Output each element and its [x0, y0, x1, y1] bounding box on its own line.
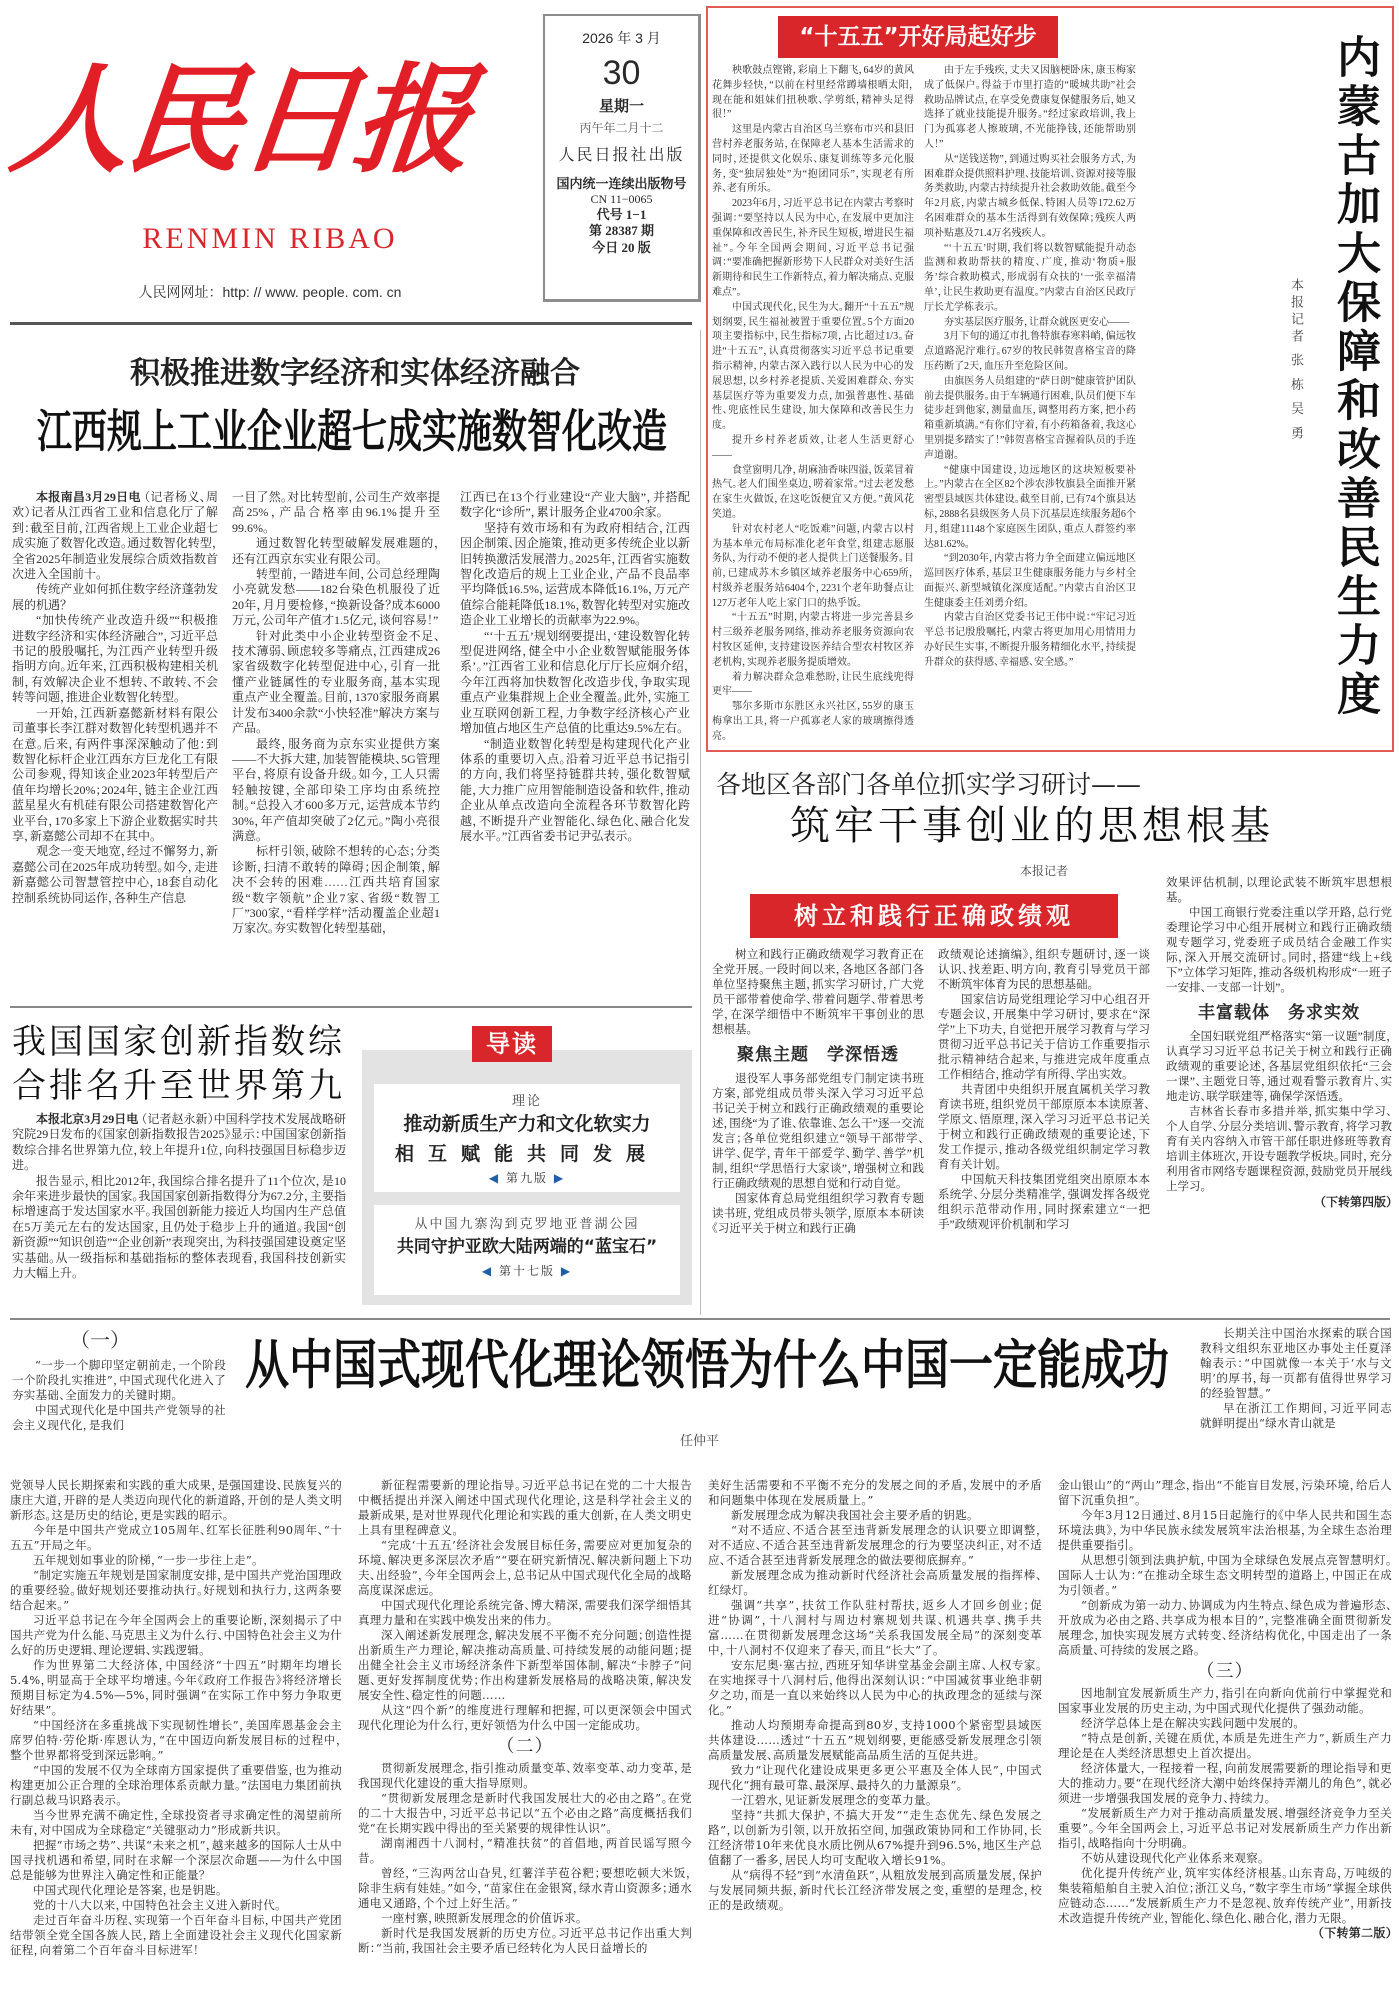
paragraph: “完成‘十五五’经济社会发展目标任务，需要应对更加复杂的环境、解决更多深层次矛盾”“要在研究新情况、解决新问题上下功夫、出经验”，今年全国两会上，总书记从中国式现代化全局的战略高度谋深虑远。	[358, 1538, 692, 1597]
paragraph: 党的十八大以来，中国特色社会主义进入新时代。	[33, 1898, 282, 1912]
subheading: （三）	[1205, 1661, 1245, 1682]
dateline-paragraph	[12, 490, 218, 582]
paragraph: 经济学总体上是在解决实践问题中发展的。	[1081, 1716, 1300, 1730]
guide-page: 第九版	[505, 1171, 548, 1185]
paragraph: 这里是内蒙古自治区乌兰察布市兴和县旧营村养老服务站，在保障老人基本生活需求的同时，还提供文化娱乐、康复训练等多元化服务，变“独居独处”为“抱团同乐”，实现老有所养、老有所乐。	[712, 124, 914, 195]
paragraph: 早在浙江工作期间，习近平同志就鲜明提出“绿水青山就是	[1200, 1401, 1392, 1430]
paragraph: 由旗医务人员组建的“萨日朗”健康管护团队前去提供服务。由于车辆通行困难，队员们便下车徒步赶到他家，测量血压，调整用药方案，把小药箱重新填满。“有你们守着，有小药箱备着，我这心里别提多踏实了！”韩贺喜格宝音握着队员的手连声道谢。	[924, 375, 1136, 461]
newspaper-logo-english: RENMIN RIBAO	[142, 222, 398, 255]
article-column	[1166, 876, 1392, 1210]
author: 任仲平	[680, 1433, 720, 1448]
reporter: （记者杨义、周欢）	[12, 490, 218, 520]
byline: 本报记者	[1020, 864, 1069, 878]
paragraph: 一目了然。对比转型前，公司生产效率提高25%，产品合格率由96.1%提升至99.6%。	[232, 490, 440, 535]
guide-title: 共同守护亚欧大陆两端的“蓝宝石”	[396, 1237, 658, 1257]
paragraph: 坚持“共抓大保护，不搞大开发”“走生态优先、绿色发展之路”，以创新为引领，以开放拓空间，加强政策协同和工作协同，长江经济带10年来优良水质比例从67%提升到96.5%，地区生产总值翻了一番多，居民人均可支配收入增长91%。	[708, 1808, 1042, 1867]
paragraph: 观念一变天地宽，经过不懈努力，新嘉懿公司在2025年成功转型。如今，走进新嘉懿公司智慧管控中心，18套自动化控制系统协同运作，各种生产信息	[12, 844, 218, 905]
paragraph: “加快传统产业改造升级”“积极推进数字经济和实体经济融合”，习近平总书记的殷殷嘱托，为江西产业转型升级指明方向。近年来，江西积极构建相关机制，有效解决企业不想转、不敢转、不会转等问题，推进企业数智化转型。	[12, 613, 218, 705]
cn-number: CN 11−0065	[590, 192, 653, 206]
paragraph: 致力“让现代化建设成果更多更公平惠及全体人民”，中国式现代化“拥有最可靠、最深厚、最持久的力量源泉”。	[708, 1763, 1042, 1792]
paragraph: 不妨从建设现代化产业体系来观察。	[1081, 1851, 1265, 1865]
article-headline[interactable]: 筑牢干事创业的思想根基	[790, 803, 1274, 849]
article-headline[interactable]: 从中国式现代化理论领悟为什么中国一定能成功	[245, 1334, 1169, 1396]
paragraph: “制定实施五年规划是国家制度安排，是中国共产党治国理政的重要经验。做好规划还要推动执行。好规划和执行力，这两条要结合起来。”	[10, 1568, 342, 1612]
guide-kicker: 理论	[511, 1094, 542, 1109]
article-column	[12, 1112, 346, 1281]
paragraph: “贯彻新发展理念是新时代我国发展壮大的必由之路”。在党的二十大报告中，习近平总书记以“五个必由之路”高度概括我们党“在长期实践中得出的至关紧要的规律性认识”。	[358, 1791, 692, 1835]
paragraph: 由于左手残疾，丈夫又因脑梗卧床，康玉梅家成了低保户。得益于市里打造的“暖城共助”社会救助品牌试点，在享受免费康复保健服务后，她又选择了就业技能提升服务。“经过家政培训，我上门为孤寡老人擦玻璃，不光能挣钱，还能帮助别人！”	[924, 65, 1136, 150]
section-banner: 树立和践行正确政绩观	[750, 894, 1118, 938]
article-headline[interactable]: 我国国家创新指数综合排名升至世界第九	[12, 1022, 342, 1106]
guide-item[interactable]	[374, 1205, 680, 1295]
paragraph: “‘十五五’时期，我们将以数智赋能提升动态监测和救助帮扶的精度、广度，推动‘物质+服务’综合救助模式，形成弱有众扶的‘一张幸福清单’，让民生救助更有温度。”内蒙古自治区民政厅厅长尤学栋表示。	[924, 242, 1136, 313]
triangle-left-icon: ◀	[481, 1264, 494, 1278]
paragraph: 政绩观论述摘编》，组织专题研讨，逐一谈认识、找差距、明方向，教育引导党员干部不断筑牢体育为民的思想基础。	[938, 949, 1150, 991]
paragraph: 五年规划如事业的阶梯，“一步一步往上走”。	[33, 1553, 259, 1567]
byline: 本报记者 张 栋 吴 勇	[1289, 278, 1304, 443]
paragraph-list	[12, 582, 218, 906]
article-column	[938, 948, 1150, 1233]
column-rule	[700, 330, 701, 1315]
paragraph: 中国式现代化，民生为大。翻开“十五五”规划纲要，民生福祉被置于重要位置。5个方面20项主要指标中，民生指标7项，占比超过1/3。奋进“十五五”，认真贯彻落实习近平总书记重要指示精神，内蒙古深入践行以人民为中心的发展思想，以乡村养老提质、关爱困难群众、夯实基层医疗等为重要发力点，加强普惠性、基础性、兜底性民生建设，加大保障和改善民生力度。	[712, 301, 914, 432]
paragraph: 走过百年奋斗历程、实现第一个百年奋斗目标，中国共产党团结带领全党全国各族人民，踏上全面建设社会主义现代化国家新征程，向着第二个百年奋斗目标进军！	[10, 1913, 342, 1957]
paragraph: 湖南湘西十八洞村，“精准扶贫”的首倡地，两首民谣写照今昔。	[358, 1836, 692, 1865]
issue-number: 第 28387 期	[588, 223, 654, 239]
article-column	[712, 948, 924, 1237]
paragraph: “特点是创新，关键在质优，本质是先进生产力”，新质生产力理论是在人类经济思想史上首次提出。	[1058, 1731, 1392, 1760]
paragraph: 中国科学技术发展战略研究院29日发布的《国家创新指数报告2025》显示：中国国家创新指数综合排名世界第九位，较上年提升1位，向科技强国目标稳步迈进。	[12, 1112, 346, 1173]
paragraph: 今年是中国共产党成立105周年、红军长征胜利90周年、“十五五”开局之年。	[10, 1523, 342, 1552]
paragraph: 树立和践行正确政绩观学习教育正在全党开展。一段时间以来，各地区各部门各单位坚持聚焦主题，抓实学习研讨，广大党员干部带着使命学、带着问题学、带着思考学，在深学细悟中不断筑牢干事创业的思想根基。	[712, 949, 924, 1036]
newspaper-logo: 人民日报	[4, 50, 476, 189]
paragraph: 国家体育总局党组组织学习教育专题读书班，党组成员带头领学，原原本本研读《习近平关于树立和践行正确	[712, 1193, 924, 1235]
paragraph: 长期关注中国治水探索的联合国教科文组织东亚地区办事处主任夏泽翰表示：“中国就像一本关于‘水与文明’的厚书，每一页都有值得世界学习的经验智慧。”	[1200, 1326, 1392, 1400]
paragraph: 最终，服务商为京东实业提供方案——不大拆大建，加装智能模块、5G管理平台，将原有设备升级。如今，工人只需轻触按键，全部印染工序均由系统控制。“总投入才600多万元，运营成本节约30%，年产值却突破了2亿元。”陶小亮很满意。	[232, 736, 440, 843]
article-column	[1058, 1478, 1392, 1941]
paragraph: 传统产业如何抓住数字经济蓬勃发展的机遇？	[12, 582, 218, 612]
article-column	[712, 64, 914, 745]
paragraph: 美好生活需要和不平衡不充分的发展之间的矛盾，发展中的矛盾和问题集中体现在发展质量上。”	[708, 1478, 1042, 1507]
guide-panel	[362, 1050, 692, 1305]
article-column	[460, 490, 690, 844]
paragraph: 一座村寨，映照新发展理念的价值诉求。	[381, 1911, 582, 1925]
page-count: 今日 20 版	[592, 239, 651, 255]
paragraph: 3月下旬的通辽市扎鲁特旗春寒料峭，偏远牧点道路泥泞难行。67岁的牧民韩贺喜格宝音的降压药断了2天，血压升至危险区间。	[924, 331, 1136, 372]
paragraph: 经济体量大，一程接着一程，向前发展需要新的理论指导和更大的推动力。要“在现代经济大潮中始终保持弄潮儿的角色”，就必须进一步增强我国发展的竞争力、持续力。	[1058, 1761, 1392, 1805]
paragraph: 从这“四个新”的维度进行理解和把握，可以更深领会中国式现代化理论为什么行，更好领悟为什么中国一定能成功。	[358, 1703, 692, 1732]
paragraph: “发展新质生产力对于推动高质量发展、增强经济竞争力至关重要”。今年全国两会上，习近平总书记对发展新质生产力作出新指引，战略指向十分明确。	[1058, 1806, 1392, 1850]
continued-on-page[interactable]: （下转第四版）	[1319, 1195, 1392, 1209]
paragraph: 新发展理念成为推动新时代经济社会高质量发展的指挥棒、红绿灯。	[708, 1568, 1042, 1597]
paragraph: 从思想引领到法典护航，中国为全球绿色发展点亮智慧明灯。国际人士认为：“在推动全球生态文明转型的道路上，中国正在成为引领者。”	[1058, 1553, 1392, 1597]
section-number: （一）	[70, 1330, 130, 1352]
paragraph: “中国的发展不仅为全球南方国家提供了重要借鉴，也为推动构建更加公正合理的全球治理体系贡献力量。”法国电力集团前执行副总裁马识路表示。	[10, 1763, 342, 1807]
paragraph: 新时代是我国发展新的历史方位。习近平总书记作出重大判断：“当前，我国社会主要矛盾已经转化为人民日益增长的	[358, 1926, 692, 1955]
date-year-month: 2026 年 3 月	[582, 30, 661, 46]
serial-label: 国内统一连续出版物号	[556, 175, 687, 191]
subheading: 聚焦主题 学深悟透	[737, 1045, 899, 1065]
reporter: （记者赵永新）	[141, 1112, 214, 1126]
article-headline[interactable]: 江西规上工业企业超七成实施数智化改造	[36, 406, 667, 459]
paragraph: 一江碧水，见证新发展理念的变革力量。	[731, 1793, 932, 1807]
paragraph: 党领导人民长期探索和实践的重大成果，是强国建设、民族复兴的康庄大道，开辟的是人类迈向现代化的新道路，开创的是人类文明新形态。这是历史的结论，更是实践的昭示。	[10, 1478, 342, 1522]
article-column	[12, 1358, 226, 1433]
paragraph: 着力解决群众急难愁盼，让民生底线兜得更牢——	[712, 671, 914, 698]
guide-page-link[interactable]	[374, 1169, 680, 1186]
paragraph: 从“送钱送物”，到通过购买社会服务方式，为困难群众提供照料护理、技能培训、资源对接等服务类救助，内蒙古持续提升社会救助效能。截至今年2月底，内蒙古城乡低保、特困人员等172.62万名困难群众的基本生活得到有效保障；残疾人两项补贴惠及71.4万名残疾人。	[924, 153, 1136, 239]
paragraph: 中国工商银行党委注重以学开路，总行党委理论学习中心组开展树立和践行正确政绩观专题学习，党委班子成员结合金融工作实际，深入开展交流研讨。同时，搭建“线上+线下”立体学习矩阵，推动各级机构形成“一班子一安排、一支部一计划”。	[1166, 907, 1392, 994]
postal-code: 代号 1−1	[596, 207, 647, 222]
paragraph: “中国经济在多重挑战下实现韧性增长”，美国库恩基金会主席罗伯特·劳伦斯·库恩认为，“在中国迈向新发展目标的过程中，整个世界都将受到深远影响。”	[10, 1718, 342, 1762]
paragraph: 内蒙古自治区党委书记王伟中说：“牢记习近平总书记殷殷嘱托，内蒙古将更加用心用情用力办好民生实事，不断提升服务精细化水平，持续提升群众的获得感、幸福感、安全感。”	[924, 612, 1136, 668]
guide-item[interactable]	[374, 1084, 680, 1192]
guide-page: 第十七版	[498, 1264, 555, 1278]
paragraph: 食堂窗明几净，胡麻油香味四溢，饭菜冒着热气。老人们围坐桌边，唠着家常。“过去老发愁在家生火做饭，在这吃饭便宜又方便。”黄风花笑道。	[712, 464, 914, 520]
paragraph: 中国式现代化理论系统完备、博大精深，需要我们深学细悟其真理力量和在实践中焕发出来的伟力。	[358, 1598, 692, 1627]
publisher: 人民日报社出版	[558, 146, 685, 164]
article-kicker: 积极推进数字经济和实体经济融合	[130, 356, 580, 391]
paragraph-list	[1166, 876, 1392, 1195]
guide-title: 推动新质生产力和文化软实力	[403, 1113, 651, 1135]
paragraph: 安东尼奥·塞古拉，西班牙知华讲堂基金会副主席、人权专家。在实地探寻十八洞村后，他得出深刻认识：“中国减贫事业绝非朝夕之功，而是一直以来始终以人民为中心的执政理念的延续与深化。”	[708, 1658, 1042, 1717]
guide-page-link[interactable]	[374, 1262, 680, 1279]
paragraph: 把握“市场之势”、共谋“未来之机”，越来越多的国际人士从中国寻找机遇和希望，同时在求解一个深层次命题——为什么中国总是能够为世界注入确定性和正能量？	[10, 1838, 342, 1882]
paragraph: 新发展理念成为解决我国社会主要矛盾的钥匙。	[731, 1508, 974, 1522]
paragraph-list	[12, 1174, 346, 1282]
paragraph: 新征程需要新的理论指导。习近平总书记在党的二十大报告中概括提出并深入阐述中国式现代化理论，这是科学社会主义的最新成果，是对世界现代化理论和实践的重大创新，在人类文明史上具有里程碑意义。	[358, 1478, 692, 1537]
guide-kicker: 从中国九寨沟到克罗地亚普湖公园	[414, 1217, 640, 1232]
paragraph: 记者从江西省工业和信息化厅了解到：截至目前，江西省规上工业企业超七成实施了数智化改造。通过数智化转型，全省2025年制造业发展综合质效指数首次进入全国前十。	[12, 505, 218, 582]
paragraph: “制造业数智化转型是构建现代化产业体系的重要切入点。沿着习近平总书记指引的方向，我们将坚持链群共转，强化数智赋能，大力推广应用智能制造设备和软件，推动企业从单点改造向全流程各环节数智化跨越，不断提升产业智能化、绿色化、融合化发展水平。”江西省委书记尹弘表示。	[460, 736, 690, 843]
subheading: 丰富载体 务求实效	[1198, 1003, 1360, 1023]
paragraph: 当今世界充满不确定性，全球投资者寻求确定性的渴望前所未有，对中国成为全球稳定“关键驱动力”形成新共识。	[10, 1808, 342, 1837]
paragraph: 江西已在13个行业建设“产业大脑”，并搭配数字化“诊所”，累计服务企业4700余家。	[460, 490, 690, 520]
article-column	[358, 1478, 692, 1956]
paragraph: 习近平总书记在今年全国两会上的重要论断，深刻揭示了中国共产党为什么能、马克思主义为什么行、中国特色社会主义为什么好的历史逻辑、理论逻辑、实践逻辑。	[10, 1613, 342, 1657]
article-column	[10, 1478, 342, 1958]
dateline: 本报北京3月29日电	[36, 1112, 139, 1126]
paragraph: 中国式现代化是中国共产党领导的社会主义现代化，是我们	[12, 1403, 226, 1432]
triangle-right-icon: ▶	[560, 1264, 573, 1278]
paragraph: 提升乡村养老质效，让老人生活更舒心——	[712, 434, 914, 461]
article-kicker: 各地区各部门各单位抓实学习研讨——	[716, 770, 1142, 799]
paragraph: “对不适应、不适合甚至违背新发展理念的认识要立即调整，对不适应、不适合甚至违背新发展理念的行为要坚决纠正，对不适应、不适合甚至违背新发展理念的做法要彻底摒弃。”	[708, 1523, 1042, 1567]
paragraph: 金山银山”的“两山”理念，指出“不能盲目发展，污染环境，给后人留下沉重负担”。	[1058, 1478, 1392, 1507]
paragraph: 鄂尔多斯市东胜区永兴社区，55岁的康玉梅拿出工具，将一户孤寡老人家的玻璃擦得透亮。	[712, 701, 914, 742]
column-banner: “十五五”开好局起好步	[778, 16, 1058, 58]
paragraph: 国家信访局党组理论学习中心组召开专题会议，开展集中学习研讨，要求在“深学”上下功夫，自觉把开展学习教育与学习贯彻习近平总书记关于信访工作重要指示批示精神结合起来，与推进完成年度重点工作相结合，推动学有所得、学出实效。	[938, 994, 1150, 1081]
paragraph: 报告显示，相比2012年，我国综合排名提升了11个位次，是10余年来进步最快的国家。我国国家创新指数得分为67.2分，主要指标增速高于发达国家水平。我国创新能力接近人均国内生产总值在5万美元左右的发达国家，且仍处于稳步上升的通道。我国“创新资源”“知识创造”“企业创新”表现突出，为科技强国建设奠定坚实基础。从一级指标和基础指标的整体表现看，我国科技创新实力大幅上升。	[12, 1173, 346, 1281]
paragraph: 优化提升传统产业，筑牢实体经济根基。山东青岛，万吨级的集装箱船舶自主驶入泊位；浙江义乌，“数字孪生市场”掌握全球供应链动态……“发展新质生产力不是忽视、放弃传统产业”，用新技术改造提升传统产业，智能化、绿色化、融合化，潜力无限。	[1058, 1866, 1392, 1925]
article-column	[12, 490, 218, 906]
paragraph: “一步一个脚印坚定朝前走，一个阶段一个阶段扎实推进”，中国式现代化进入了夯实基础、全面发力的关键时期。	[12, 1358, 226, 1402]
triangle-left-icon: ◀	[488, 1171, 501, 1185]
date-day: 30	[602, 53, 641, 92]
subheading: （二）	[505, 1736, 545, 1757]
paragraph: 吉林省长春市多措并举，抓实集中学习、个人自学、分层分类培训、警示教育，将学习教育有关内容纳入市管干部任职进修班等教育培训主体班次，开设专题教学板块。同时，充分利用省市网络专题课程资源，鼓励党员开展线上学习。	[1166, 1106, 1392, 1193]
paragraph: 共青团中央组织开展直属机关学习教育读书班，组织党员干部原原本本读原著、学原文、悟原理，深入学习习近平总书记关于树立和践行正确政绩观的重要论述，下发工作提示，推动各级党组织制定学习教育有关计划。	[938, 1084, 1150, 1171]
triangle-right-icon: ▶	[553, 1171, 566, 1185]
paragraph: 中国航天科技集团党组突出原原本本系统学、分层分类精准学，强调发挥各级党组织示范带动作用，同时探索建立“一把手”政绩观评价机制和学习	[938, 1174, 1150, 1231]
paragraph: 全国妇联党组严格落实“第一议题”制度，认真学习习近平总书记关于树立和践行正确政绩观的重要论述，各基层党组织依托“三会一课”、主题党日等，通过观看警示教育片、实地走访、联学联建等，确保学深悟透。	[1166, 1031, 1392, 1103]
dateline: 本报南昌3月29日电	[36, 490, 141, 504]
paragraph: 深入阐述新发展理念，解决发展不平衡不充分问题；创造性提出新质生产力理论，解决推动高质量、可持续发展的动能问题；提出健全社会主义市场经济条件下新型举国体制，解决“卡脖子”问题、更好发挥制度优势；作出构建新发展格局的战略决策，解决发展安全性、稳定性的问题……	[358, 1628, 692, 1702]
paragraph: 标杆引领，破除不想转的心态；分类诊断，扫清不敢转的障碍；因企制策，解决不会转的困难……江西共培育国家级“数字领航”企业7家、省级“数智工厂”300家，“看样学样”活动覆盖企业超1万家次。夯实数智化转型基础，	[232, 844, 440, 936]
lunar-date: 丙午年二月十二	[579, 120, 664, 135]
paragraph: 2023年6月，习近平总书记在内蒙古考察时强调：“要坚持以人民为中心，在发展中更加注重保障和改善民生，补齐民生短板，增进民生福祉”。今年全国两会期间，习近平总书记强调：“要准确把握新形势下人民群众对美好生活新期待和民生工作新特点，着力解决痛点、克服难点”。	[712, 198, 914, 298]
paragraph: 推动人均预期寿命提高到80岁，支持1000个紧密型县域医共体建设……透过“十五五”规划纲要，更能感受新发展理念引领高质量发展、高质量发展赋能高品质生活的互促共进。	[708, 1718, 1042, 1762]
paragraph: 效果评估机制，以理论武装不断筑牢思想根基。	[1166, 877, 1392, 904]
paragraph: 强调“共享”，扶贫工作队驻村帮扶，返乡人才回乡创业；促进“协调”，十八洞村与周边村寨规划共谋、机遇共享、携手共富……在贯彻新发展理念这场“关系我国发展全局”的深刻变革中，十八洞村不仅迎来了春天，而且“长大”了。	[708, 1598, 1042, 1657]
dateline-paragraph	[12, 1112, 346, 1174]
divider	[10, 322, 692, 325]
guide-title: 相互赋能共同发展	[394, 1143, 659, 1165]
divider	[10, 1006, 692, 1008]
paragraph: 今年3月12日通过、8月15日起施行的《中华人民共和国生态环境法典》，为中华民族永续发展筑牢法治根基，为全球生态治理提供重要指引。	[1058, 1508, 1392, 1552]
date-issue-box	[543, 14, 701, 302]
paragraph: 通过数智化转型破解发展难题的，还有江西京东实业有限公司。	[232, 536, 440, 566]
article-headline[interactable]: 内蒙古加大保障和改善民生力度	[1329, 34, 1380, 720]
paragraph: 夯实基层医疗服务，让群众就医更安心——	[944, 316, 1129, 328]
paragraph: 中国式现代化理论是答案，也是钥匙。	[33, 1883, 223, 1897]
weekday: 星期一	[598, 99, 644, 115]
article-column	[708, 1478, 1042, 1913]
article-column	[232, 490, 440, 937]
article-column	[924, 64, 1136, 671]
paragraph: 贯彻新发展理念，指引推动质量变革、效率变革、动力变革，是我国现代化建设的重大指导原则。	[358, 1761, 692, 1790]
paragraph: 秧歌鼓点铿锵，彩扇上下翻飞，64岁的黄风花舞步轻快，“以前在村里经常蹲墙根晒太阳，现在能和姐妹们扭秧歌、学剪纸，精神头足得很！”	[712, 65, 914, 121]
paragraph: 曾经，“三沟两岔山旮旯，红薯洋芋苞谷粑；要想吃顿大米饭，除非生病有娃娃。”如今，“苗家住在金银窝，绿水青山资源多；通水通电又通路，个个过上好生活。”	[358, 1866, 692, 1910]
paragraph: 一开始，江西新嘉懿新材料有限公司董事长李江群对数智化转型机遇并不在意。后来，有两件事深深触动了他：到数智化标杆企业江西东方巨龙化工有限公司参观，得知该企业2023年转型后产值年均增长20%；2024年，链主企业江西蓝星星火有机硅有限公司搭建数智化产业平台，170多家上下游企业数据实时共享，新嘉懿公司却不在其中。	[12, 705, 218, 843]
continued-on-page[interactable]: （下转第二版）	[1317, 1926, 1392, 1940]
article-column	[1200, 1326, 1392, 1431]
paragraph: “十五五”时期，内蒙古将进一步完善县乡村三级养老服务网络，推动养老服务资源向农村牧区延伸，支持建设医养结合型农村牧区养老机构，实现养老服务提质增效。	[712, 612, 914, 668]
paragraph: “健康中国建设，边远地区的这块短板要补上。”内蒙古在全区82个涉农涉牧旗县全面推开紧密型县域医共体建设。截至目前，已有74个旗县达标，2888名县级医务人员下沉基层连续服务超6个月，组建11148个家庭医生团队，重点人群签约率达81.62%。	[924, 464, 1136, 550]
paragraph-list	[1058, 1478, 1392, 1926]
paragraph: “‘十五五’规划纲要提出，‘建设数智化转型促进网络，健全中小企业数智赋能服务体系’。”江西省工业和信息化厅厅长应炯介绍，今年江西将加快数智化改造步伐，争取实现重点产业集群规上企业全覆盖。此外，实施工业互联网创新工程，力争数字经济核心产业增加值占地区生产总值的比重达9.5%左右。	[460, 628, 690, 736]
paragraph: 坚持有效市场和有为政府相结合，江西因企制策、因企施策，推动更多传统企业以新旧转换激活发展潜力。2025年，江西省实施数智化改造后的规上工业企业，产品不良品率平均降低16.5%，运营成本降低16.1%，万元产值综合能耗降低18.1%，数智化转型对实施改造企业工业增长的贡献率为22.9%。	[460, 520, 690, 628]
paragraph: 作为世界第二大经济体，中国经济“十四五”时期年均增长5.4%，明显高于全球平均增速。今年《政府工作报告》将经济增长预期目标定为4.5%—5%，同时强调“在实际工作中努力争取更好结果”。	[10, 1658, 342, 1717]
paragraph: 针对此类中小企业转型资金不足、技术薄弱、顾虑较多等痛点，江西建成26家省级数字化转型促进中心，引育一批懂产业链属性的专业服务商，基本实现重点产业全覆盖。目前，1370家服务商累计发布3400余款“小快轻准”解决方案与产品。	[232, 628, 440, 736]
paragraph: 因地制宜发展新质生产力，指引在向新向优前行中掌握党和国家事业发展的历史主动，为中国式现代化提供了强劲动能。	[1058, 1686, 1392, 1715]
divider	[10, 1318, 1390, 1320]
paragraph: 退役军人事务部党组专门制定读书班方案，部党组成员带头深入学习习近平总书记关于树立和践行正确政绩观的重要论述，围绕“为了谁、依靠谁、怎么干”逐一交流发言；各单位党组织建立“领导干部带学、讲学、促学，青年干部爱学、勤学、善学”机制，组织“学思悟行大家谈”，增强树立和践行正确政绩观的思想自觉和行动自觉。	[712, 1073, 924, 1190]
paragraph: “创新成为第一动力、协调成为内生特点、绿色成为普遍形态、开放成为必由之路、共享成为根本目的”，完整准确全面贯彻新发展理念，加快实现发展方式转变、经济结构优化，中国走出了一条高质量、可持续的发展之路。	[1058, 1598, 1392, 1657]
website-url[interactable]: 人民网网址：http: // www. people. com. cn	[138, 284, 402, 300]
paragraph: 转型前，一踏进车间，公司总经理陶小亮就发愁——182台染色机服役了近20年，月月要检修，“换新设备？成本6000万元，公司年产值才1.5亿元，谈何容易！”	[232, 567, 440, 628]
paragraph: “到2030年，内蒙古将力争全面建立偏远地区巡回医疗体系，基层卫生健康服务能力与乡村全面振兴、新型城镇化深度适配。”内蒙古自治区卫生健康委主任刘勇介绍。	[924, 553, 1136, 609]
paragraph: 针对农村老人“吃饭难”问题，内蒙古以村为基本单元布局标准化老年食堂，组建志愿服务队，为行动不便的老人提供上门送餐服务。目前，已建成苏木乡镇区域养老服务中心659所，村级养老服务站6404个，2231个老年助餐点让127万老年人吃上家门口的热乎饭。	[712, 523, 914, 609]
guide-tag: 导读	[472, 1026, 552, 1062]
paragraph: 从“病得不轻”到“水清鱼跃”，从粗放发展到高质量发展，保护与发展同频共振，新时代长江经济带发展之变，重塑的是理念，校正的是政绩观。	[708, 1868, 1042, 1912]
